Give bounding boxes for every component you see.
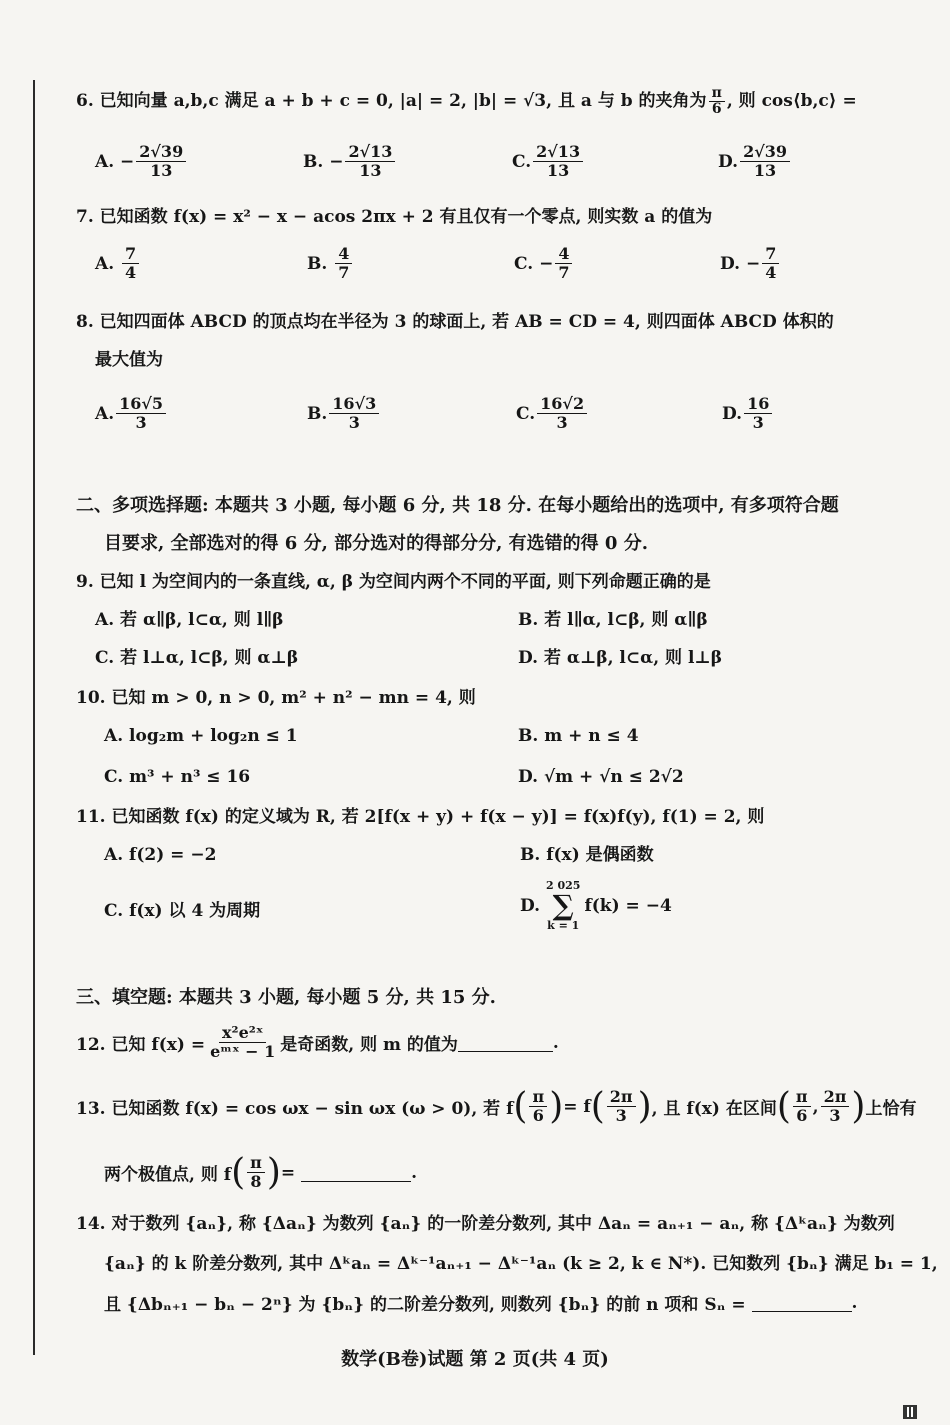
q6-option-c[interactable]: C. $\frac{2√13}{13}$: [512, 143, 585, 180]
q6-option-b[interactable]: B. − $\frac{2√13}{13}$: [303, 143, 397, 180]
q10-option-c[interactable]: C. m³ + n³ ≤ 16: [104, 767, 251, 787]
question-11-stem: 11. 已知函数 f(x) 的定义域为 R, 若 2[f(x + y) + f(x − y)] = f(x)f(y), f(1) = 2, 则: [76, 807, 765, 827]
question-13-line2: 两个极值点, 则 f ( $\frac{\pi}{8}$ ) = .: [104, 1151, 417, 1193]
q7-option-b[interactable]: B. $\frac{4}{7}$: [307, 245, 354, 282]
question-14-line3: 且 {Δbₙ₊₁ − bₙ − 2ⁿ} 为 {bₙ} 的二阶差分数列, 则数列 {bₙ} 的前 n 项和 Sₙ = .: [104, 1292, 858, 1315]
summation-symbol: 2 025 ∑ k = 1: [545, 879, 581, 932]
q9-option-c[interactable]: C. 若 l⊥α, l⊂β, 则 α⊥β: [95, 648, 299, 668]
section-2-header-line1: 二、多项选择题: 本题共 3 小题, 每小题 6 分, 共 18 分. 在每小题给出的选项中, 有多项符合题: [76, 495, 839, 516]
q7-option-c[interactable]: C. − $\frac{4}{7}$: [514, 245, 574, 282]
q8-option-b[interactable]: B. $\frac{16√3}{3}$: [307, 395, 381, 432]
question-10-stem: 10. 已知 m > 0, n > 0, m² + n² − mn = 4, 则: [76, 688, 476, 708]
q7-option-d[interactable]: D. − $\frac{7}{4}$: [720, 245, 781, 282]
question-8-stem-line1: 8. 已知四面体 ABCD 的顶点均在半径为 3 的球面上, 若 AB = CD = 4, 则四面体 ABCD 体积的: [76, 312, 834, 332]
q6-option-d[interactable]: D. $\frac{2√39}{13}$: [718, 143, 792, 180]
q9-option-a[interactable]: A. 若 α∥β, l⊂α, 则 l∥β: [95, 610, 284, 630]
question-12: 12. 已知 f(x) = $\frac{\text{x²e²ˣ}}{\text{eᵐˣ − 1}}$ 是奇函数, 则 m 的值为 .: [76, 1023, 559, 1061]
q7-option-a[interactable]: A. $\frac{7}{4}$: [95, 245, 141, 282]
question-13-line1: 13. 已知函数 f(x) = cos ωx − sin ωx (ω > 0), 若 f ( $\frac{\pi}{6}$ ) = f ( $\frac{2\pi}{3}$ ) , 且 f(x) 在区间 ( $\frac{\pi}{6}$ , $\frac{2\pi}{3}$ ) 上恰有: [76, 1085, 917, 1127]
section-2-header-line2: 目要求, 全部选对的得 6 分, 部分选对的得部分分, 有选错的得 0 分.: [104, 533, 648, 554]
q13-answer-blank[interactable]: [301, 1163, 411, 1182]
q10-option-b[interactable]: B. m + n ≤ 4: [518, 726, 639, 746]
section-3-header: 三、填空题: 本题共 3 小题, 每小题 5 分, 共 15 分.: [76, 987, 496, 1008]
qr-code-icon: [903, 1405, 917, 1419]
question-8-stem-line2: 最大值为: [95, 350, 163, 370]
q10-option-d[interactable]: D. √m + √n ≤ 2√2: [518, 767, 684, 787]
q11-option-c[interactable]: C. f(x) 以 4 为周期: [104, 901, 261, 921]
q8-option-a[interactable]: A. $\frac{16√5}{3}$: [95, 395, 168, 432]
question-14-line1: 14. 对于数列 {aₙ}, 称 {Δaₙ} 为数列 {aₙ} 的一阶差分数列, 其中 Δaₙ = aₙ₊₁ − aₙ, 称 {Δᵏaₙ} 为数列: [76, 1214, 895, 1234]
q11-option-d[interactable]: D. 2 025 ∑ k = 1 f(k) = −4: [520, 879, 672, 932]
q12-answer-blank[interactable]: [458, 1033, 553, 1052]
question-6-stem: 6. 已知向量 a,b,c 满足 a + b + c = 0, |a| = 2, |b| = √3, 且 a 与 b 的夹角为 $\frac{\pi}{6}$ , 则 cos⟨b,c⟩ =: [76, 85, 857, 117]
margin-line: [33, 80, 35, 1355]
question-7-stem: 7. 已知函数 f(x) = x² − x − acos 2πx + 2 有且仅有一个零点, 则实数 a 的值为: [76, 207, 713, 227]
q9-option-d[interactable]: D. 若 α⊥β, l⊂α, 则 l⊥β: [518, 648, 723, 668]
q10-option-a[interactable]: A. log₂m + log₂n ≤ 1: [104, 726, 298, 746]
q6-option-a[interactable]: A. − $\frac{2√39}{13}$: [95, 143, 188, 180]
q9-option-b[interactable]: B. 若 l∥α, l⊂β, 则 α∥β: [518, 610, 708, 630]
q8-option-d[interactable]: D. $\frac{16}{3}$: [722, 395, 774, 432]
page-footer: 数学(B卷)试题 第 2 页(共 4 页): [341, 1349, 609, 1370]
q8-option-c[interactable]: C. $\frac{16√2}{3}$: [516, 395, 589, 432]
question-9-stem: 9. 已知 l 为空间内的一条直线, α, β 为空间内两个不同的平面, 则下列命题正确的是: [76, 572, 711, 592]
q14-answer-blank[interactable]: [752, 1293, 852, 1312]
q11-option-a[interactable]: A. f(2) = −2: [104, 845, 217, 865]
question-14-line2: {aₙ} 的 k 阶差分数列, 其中 Δᵏaₙ = Δᵏ⁻¹aₙ₊₁ − Δᵏ⁻¹aₙ (k ≥ 2, k ∈ N*). 已知数列 {bₙ} 满足 b₁ = 1,: [104, 1254, 938, 1274]
q11-option-b[interactable]: B. f(x) 是偶函数: [520, 845, 654, 865]
